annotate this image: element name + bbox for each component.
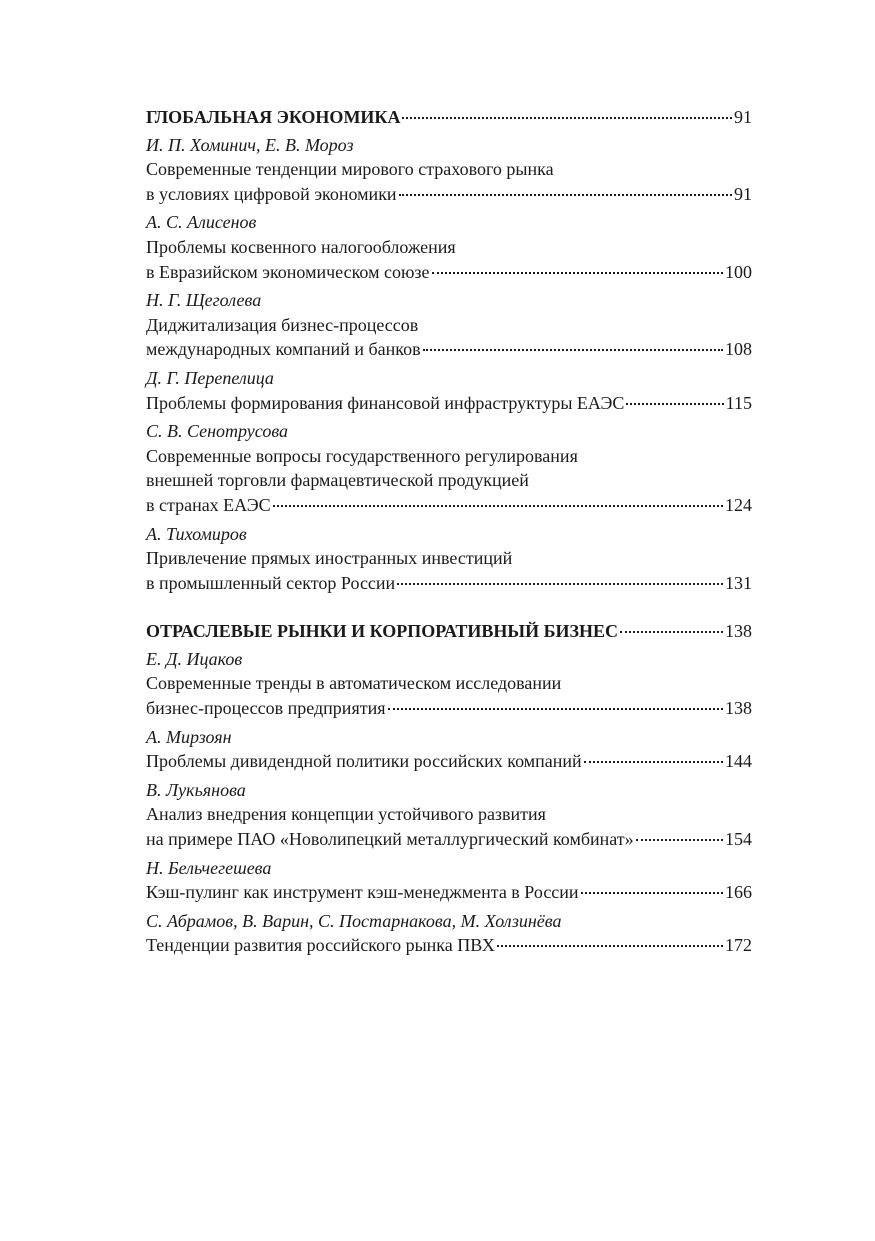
dot-leader <box>497 945 723 947</box>
toc-entry[interactable] <box>146 909 752 958</box>
section-page-number: 91 <box>734 107 752 127</box>
entry-title-line: Анализ внедрения концепции устойчивого развития <box>146 804 546 825</box>
entry-title-text: международных компаний и банков <box>146 339 421 360</box>
toc-entry[interactable] <box>146 856 752 905</box>
entry-title-text: Тенденции развития российского рынка ПВХ <box>146 935 495 956</box>
entry-title-last-line <box>146 571 752 596</box>
entry-title-text: Проблемы формирования финансовой инфраструктуры ЕАЭС <box>146 392 625 413</box>
entry-page-number: 154 <box>725 829 752 850</box>
entry-title-text: на примере ПАО «Новолипецкий металлургический комбинат» <box>146 829 634 850</box>
entry-title-last-line <box>146 337 752 362</box>
entry-title-last-line <box>146 493 752 518</box>
entry-authors: В. Лукьянова <box>146 779 246 800</box>
entry-page-number: 144 <box>725 751 752 772</box>
entry-title-line: внешней торговли фармацевтической продукцией <box>146 470 529 491</box>
dot-leader <box>397 583 723 585</box>
entry-authors: Е. Д. Ицаков <box>146 648 243 669</box>
toc-entry[interactable] <box>146 288 752 362</box>
entry-title-line: Диджитализация бизнес-процессов <box>146 314 419 335</box>
entry-title-line: Современные тенденции мирового страхового рынка <box>146 159 554 180</box>
dot-leader <box>581 892 723 894</box>
toc-entry[interactable] <box>146 647 752 721</box>
entry-authors: Н. Г. Щеголева <box>146 290 262 311</box>
entry-title-line: Современные тренды в автоматическом исследовании <box>146 673 562 694</box>
toc-entry[interactable] <box>146 419 752 517</box>
entry-title-text: в Евразийском экономическом союзе <box>146 261 430 282</box>
dot-leader <box>432 272 724 274</box>
toc-entry[interactable] <box>146 778 752 852</box>
entry-authors: А. Тихомиров <box>146 523 247 544</box>
entry-title-line: Проблемы косвенного налогообложения <box>146 236 456 257</box>
entry-title-text: в странах ЕАЭС <box>146 494 271 515</box>
dot-leader <box>626 403 723 405</box>
entry-page-number: 115 <box>725 392 752 413</box>
entry-title-line: Современные вопросы государственного регулирования <box>146 445 578 466</box>
dot-leader <box>584 761 723 763</box>
toc-entry[interactable] <box>146 366 752 415</box>
entry-page-number: 138 <box>725 698 752 719</box>
entry-title-text: в условиях цифровой экономики <box>146 183 397 204</box>
table-of-contents <box>146 105 752 982</box>
section-title: ГЛОБАЛЬНАЯ ЭКОНОМИКА <box>146 107 401 127</box>
entry-page-number: 131 <box>725 572 752 593</box>
dot-leader <box>620 631 723 633</box>
dot-leader <box>399 194 732 196</box>
entry-authors: Д. Г. Перепелица <box>146 367 274 388</box>
entry-title-text: в промышленный сектор России <box>146 572 396 593</box>
dot-leader <box>273 505 723 507</box>
entry-page-number: 100 <box>725 261 752 282</box>
entry-page-number: 108 <box>725 339 752 360</box>
entry-title-last-line <box>146 880 752 905</box>
entry-title-text: Проблемы дивидендной политики российских компаний <box>146 751 582 772</box>
entry-authors: А. С. Алисенов <box>146 212 257 233</box>
entry-title-text: бизнес-процессов предприятия <box>146 698 386 719</box>
entry-title-last-line <box>146 182 752 207</box>
section-heading[interactable] <box>146 105 752 130</box>
entry-page-number: 124 <box>725 494 752 515</box>
entry-page-number: 172 <box>725 935 752 956</box>
dot-leader <box>636 839 723 841</box>
toc-section <box>146 105 752 595</box>
dot-leader <box>402 117 732 119</box>
entry-title-last-line <box>146 827 752 852</box>
entry-page-number: 166 <box>725 882 752 903</box>
entry-title-last-line <box>146 696 752 721</box>
entry-page-number: 91 <box>734 183 752 204</box>
entry-title-last-line <box>146 933 752 958</box>
section-heading[interactable] <box>146 619 752 644</box>
entry-authors: И. П. Хоминич, Е. В. Мороз <box>146 134 354 155</box>
toc-entry[interactable] <box>146 522 752 596</box>
section-title: ОТРАСЛЕВЫЕ РЫНКИ И КОРПОРАТИВНЫЙ БИЗНЕС <box>146 621 618 642</box>
entry-title-line: Привлечение прямых иностранных инвестиций <box>146 548 513 569</box>
entry-authors: С. В. Сенотрусова <box>146 421 289 442</box>
dot-leader <box>388 708 723 710</box>
entry-title-last-line <box>146 391 752 416</box>
entry-title-last-line <box>146 749 752 774</box>
entry-title-last-line <box>146 260 752 285</box>
toc-entry[interactable] <box>146 725 752 774</box>
entry-authors: А. Мирзоян <box>146 726 232 747</box>
entry-authors: Н. Бельчегешева <box>146 857 272 878</box>
toc-entry[interactable] <box>146 133 752 207</box>
toc-section <box>146 619 752 958</box>
entry-title-text: Кэш-пулинг как инструмент кэш-менеджмента в России <box>146 882 579 903</box>
entry-authors: С. Абрамов, В. Варин, С. Постарнакова, М. Холзинёва <box>146 910 562 931</box>
toc-entry[interactable] <box>146 210 752 284</box>
dot-leader <box>423 349 723 351</box>
section-page-number: 138 <box>725 621 752 642</box>
